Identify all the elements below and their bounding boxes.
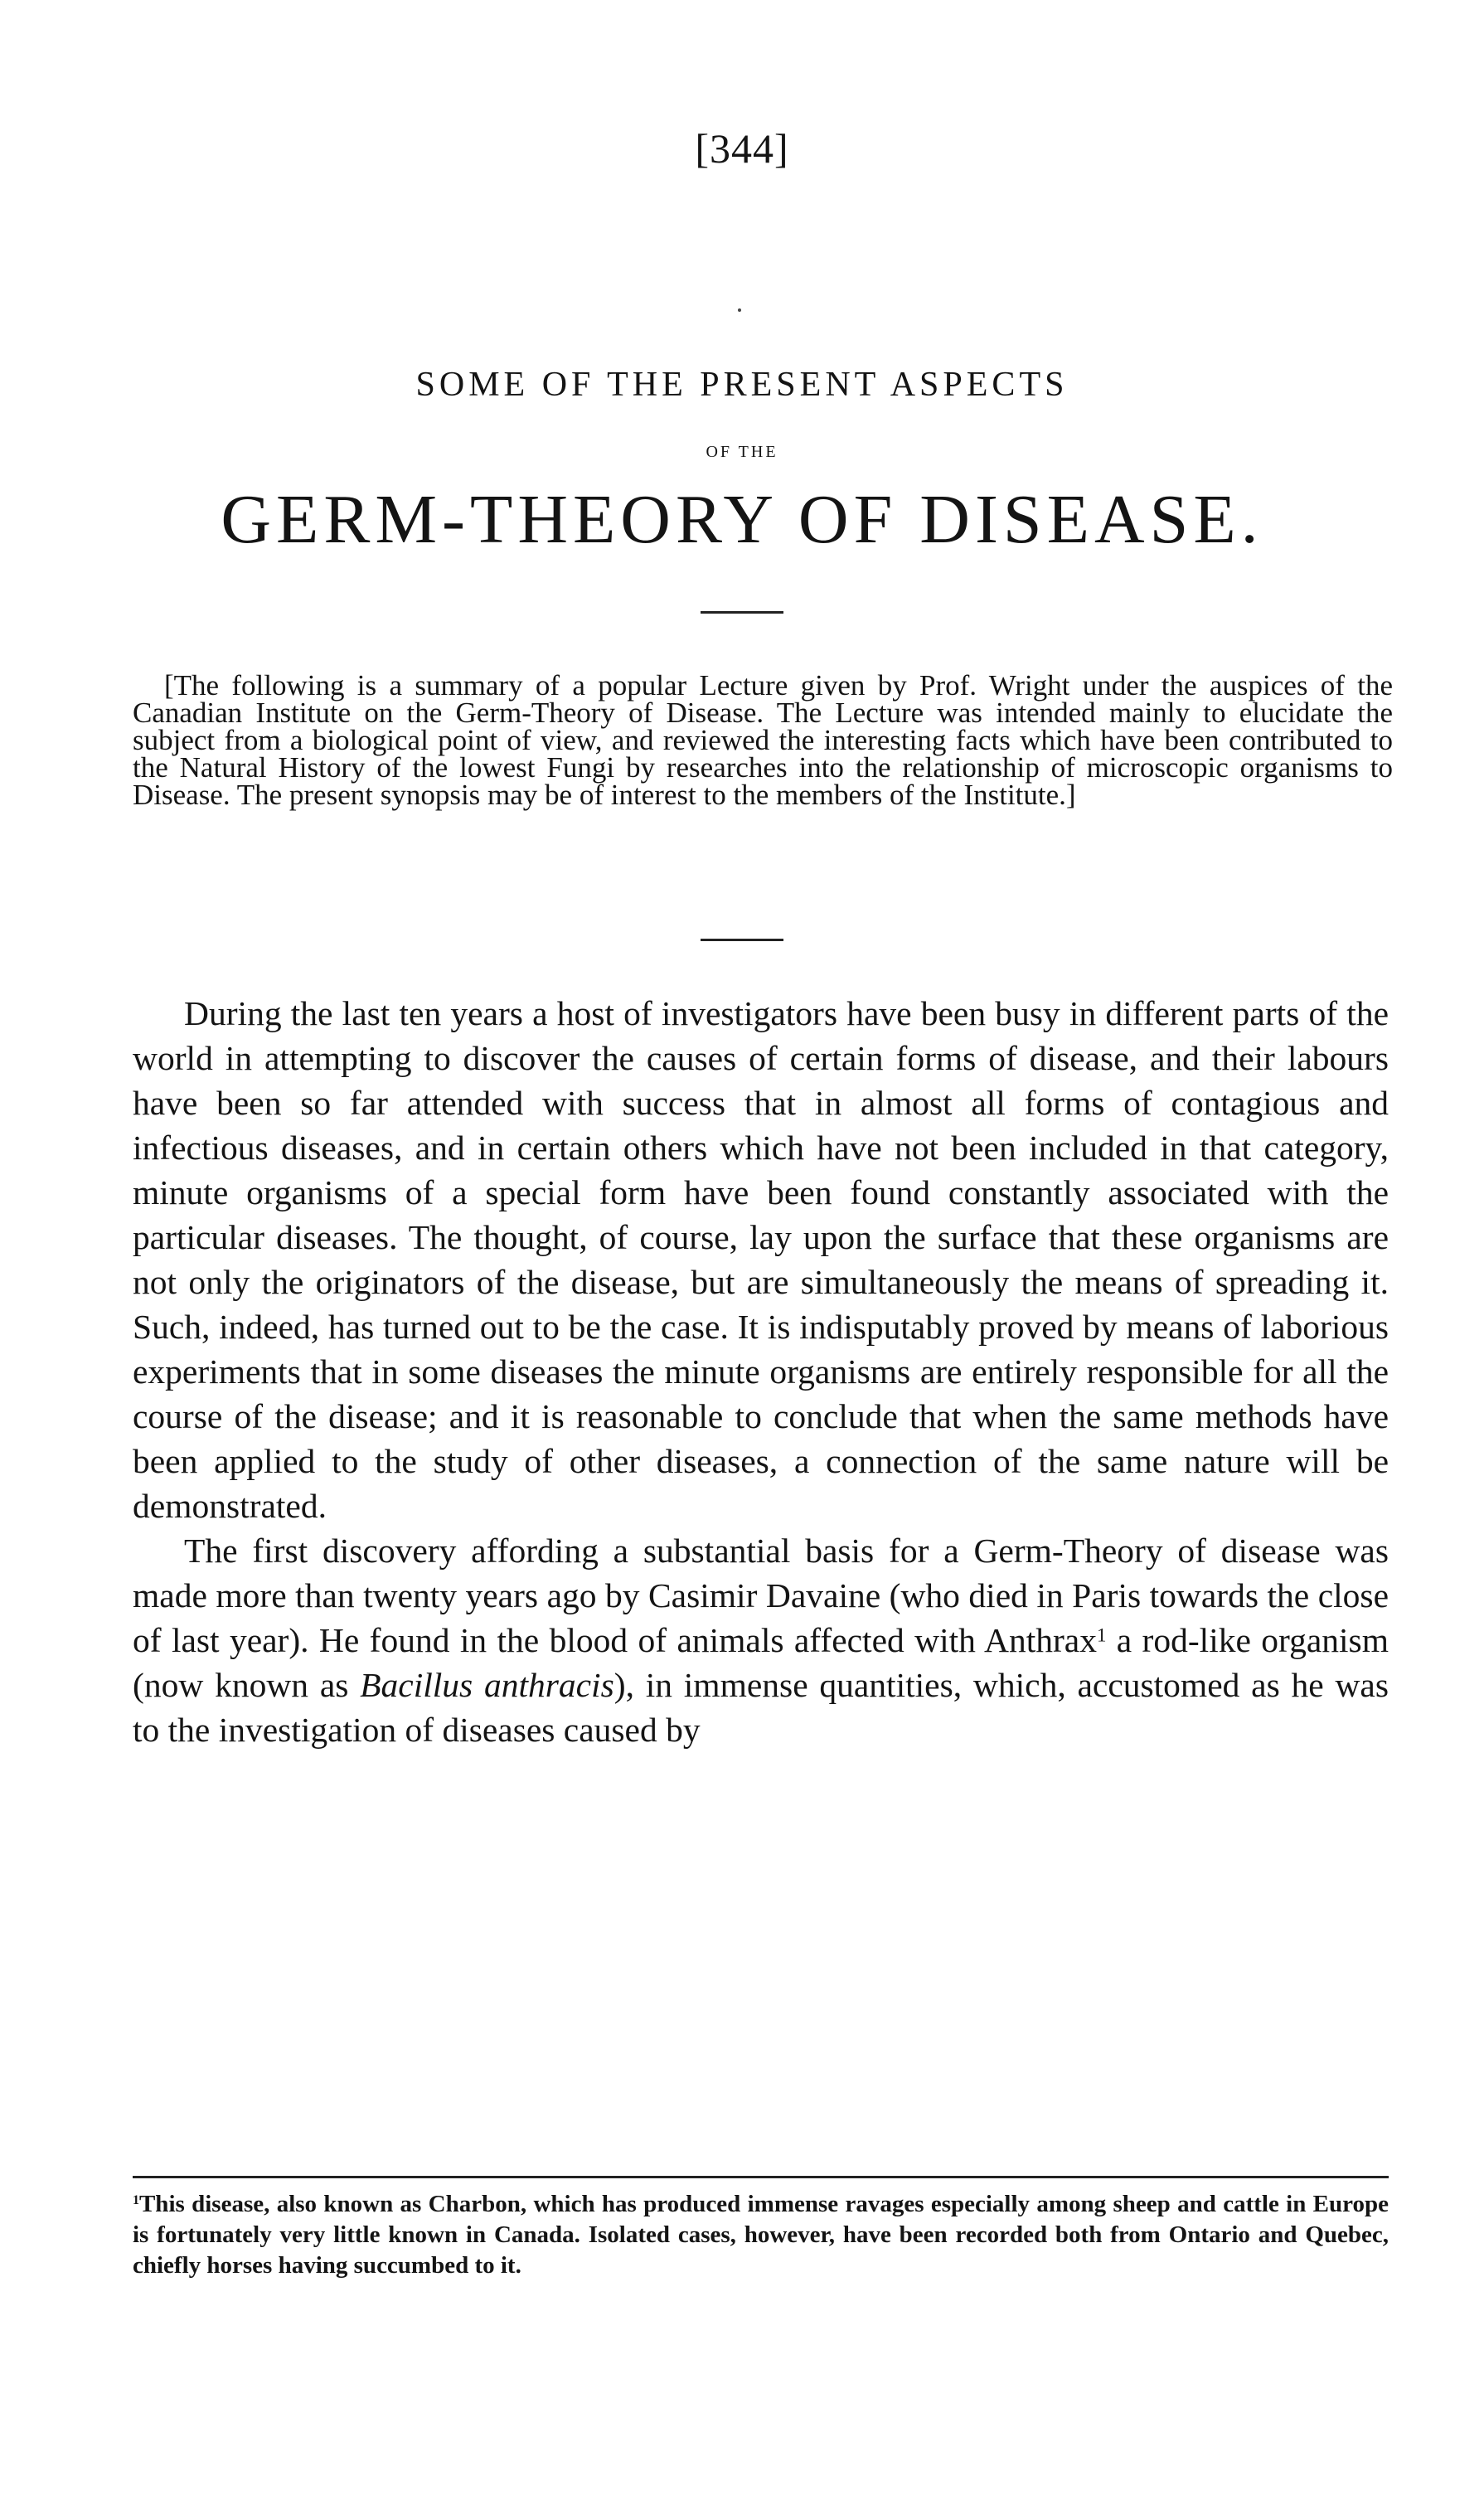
body-paragraph-2	[133, 1528, 1389, 1752]
title-line-3: GERM-THEORY OF DISEASE.	[221, 481, 1263, 558]
paragraph-2-text-a: The first discovery affording a substantial basis for a Germ-Theory of disease was made more than twenty years ago by Casimir Davaine (who died in Paris towards the close of last year). He found in the blood of animals affected with Anthrax	[133, 1532, 1389, 1659]
intro-summary	[133, 669, 1393, 811]
footnote-reference-marker[interactable]: 1	[1096, 1624, 1107, 1646]
footnote-text: This disease, also known as Charbon, which has produced immense ravages especially among sheep and cattle in Europe is fortunately very little known in Canada. Isolated cases, however, have been recorded both from Ontario and Quebec, chiefly horses having succumbed to it.	[133, 2191, 1389, 2279]
footnotes-section	[133, 2189, 1389, 2281]
paragraph-2-text-b: a rod-like organism (now known as	[133, 1621, 1389, 1704]
title-line-2: OF THE	[706, 443, 778, 461]
footnote-marker: 1	[133, 2193, 139, 2208]
paragraph-2-text-c: ), in immense quantities, which, accustomed as he was to the investigation of diseases caused by	[133, 1666, 1389, 1749]
page-number: [344]	[695, 125, 789, 172]
footnote-1	[133, 2189, 1389, 2281]
title-divider	[701, 611, 783, 614]
species-name: Bacillus anthracis	[360, 1666, 614, 1704]
body-paragraph-1: During the last ten years a host of investigators have been busy in different parts of the world in attempting to discover the causes of certain forms of disease, and their labours have been so far attended with success that in almost all forms of contagious and infectious diseases, and in certain others which have not been included in that category, minute organisms of a special form have been found constantly associated with the particular diseases. The thought, of course, lay upon the surface that these organisms are not only the originators of the disease, but are simultaneously the means of spreading it. Such, indeed, has turned out to be the case. It is indisputably proved by means of laborious experiments that in some diseases the minute organisms are entirely responsible for all the course of the disease; and it is reasonable to conclude that when the same methods have been applied to the study of other diseases, a connection of the same nature will be demonstrated.	[133, 994, 1389, 1525]
speck-mark	[738, 308, 741, 312]
intro-paragraph: [The following is a summary of a popular Lecture given by Prof. Wright under the auspices of the Canadian Institute on the Germ-Theory of Disease. The Lecture was intended mainly to elucidate the subject from a biological point of view, and reviewed the interesting facts which have been contributed to the Natural History of the lowest Fungi by researches into the relationship of microscopic organisms to Disease. The present synopsis may be of interest to the members of the Institute.]	[133, 669, 1393, 811]
title-line-1: SOME OF THE PRESENT ASPECTS	[415, 366, 1069, 404]
footnote-divider	[133, 2176, 1389, 2178]
main-text	[133, 991, 1389, 1752]
intro-divider	[701, 939, 783, 941]
